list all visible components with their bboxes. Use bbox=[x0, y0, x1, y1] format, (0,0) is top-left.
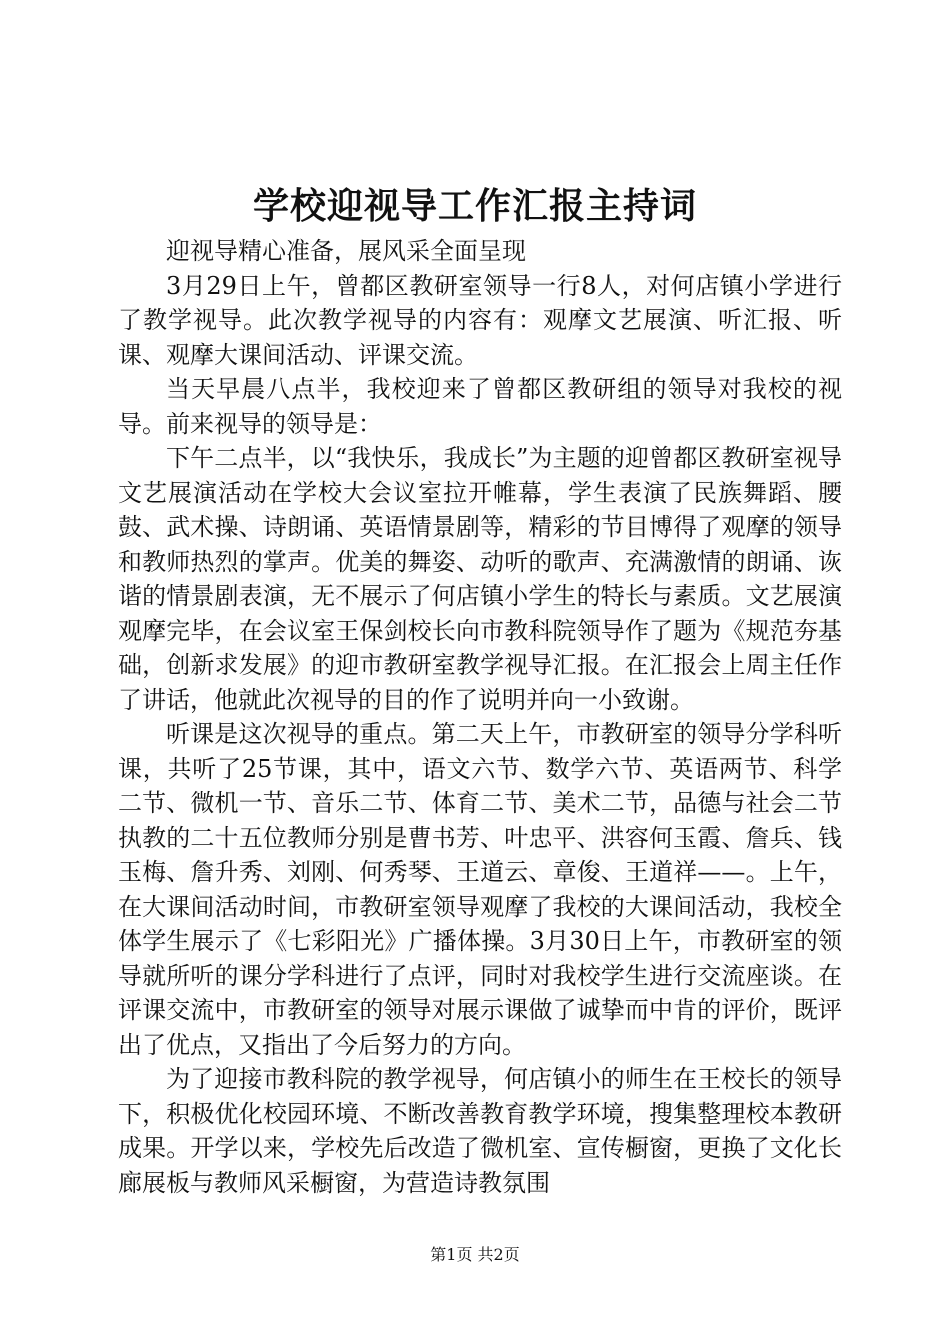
page-number-footer: 第1页 共2页 bbox=[430, 1245, 520, 1264]
document-title: 学校迎视导工作汇报主持词 bbox=[252, 185, 697, 227]
paragraph-subtitle: 迎视导精心准备，展风采全面呈现 bbox=[166, 237, 526, 265]
paragraph: 为了迎接市教科院的教学视导，何店镇小的师生在王校长的领导下，积极优化校园环境、不断改善教育教学环境，搜集整理校本教研成果。开学以来，学校先后改造了微机室、宣传橱窗，更换了文化长廊展板与教师风采橱窗，为营造诗教氛围 bbox=[118, 1065, 842, 1197]
paragraph: 听课是这次视导的重点。第二天上午，市教研室的领导分学科听课，共听了25节课，其中，语文六节、数学六节、英语两节、科学二节、微机一节、音乐二节、体育二节、美术二节，品德与社会二节执教的二十五位教师分别是曹书芳、叶忠平、洪容何玉霞、詹兵、钱玉梅、詹升秀、刘刚、何秀琴、王道云、章俊、王道祥——。上午，在大课间活动时间，市教研室领导观摩了我校的大课间活动，我校全体学生展示了《七彩阳光》广播体操。3月30日上午，市教研室的领导就所听的课分学科进行了点评，同时对我校学生进行交流座谈。在评课交流中，市教研室的领导对展示课做了诚挚而中肯的评价，既评出了优点，又指出了今后努力的方向。 bbox=[118, 720, 842, 1059]
document-body bbox=[118, 234, 842, 1200]
paragraph: 3月29日上午，曾都区教研室领导一行8人，对何店镇小学进行了教学视导。此次教学视导的内容有：观摩文艺展演、听汇报、听课、观摩大课间活动、评课交流。 bbox=[118, 271, 842, 369]
paragraph: 下午二点半，以“我快乐，我成长”为主题的迎曾都区教研室视导文艺展演活动在学校大会议室拉开帷幕，学生表演了民族舞蹈、腰鼓、武术操、诗朗诵、英语情景剧等，精彩的节目博得了观摩的领导和教师热烈的掌声。优美的舞姿、动听的歌声、充满激情的朗诵、诙谐的情景剧表演，无不展示了何店镇小学生的特长与素质。文艺展演观摩完毕，在会议室王保剑校长向市教科院领导作了题为《规范夯基础，创新求发展》的迎市教研室教学视导汇报。在汇报会上周主任作了讲话，他就此次视导的目的作了说明并向一小致谢。 bbox=[118, 444, 842, 714]
paragraph: 当天早晨八点半，我校迎来了曾都区教研组的领导对我校的视导。前来视导的领导是： bbox=[118, 375, 842, 438]
